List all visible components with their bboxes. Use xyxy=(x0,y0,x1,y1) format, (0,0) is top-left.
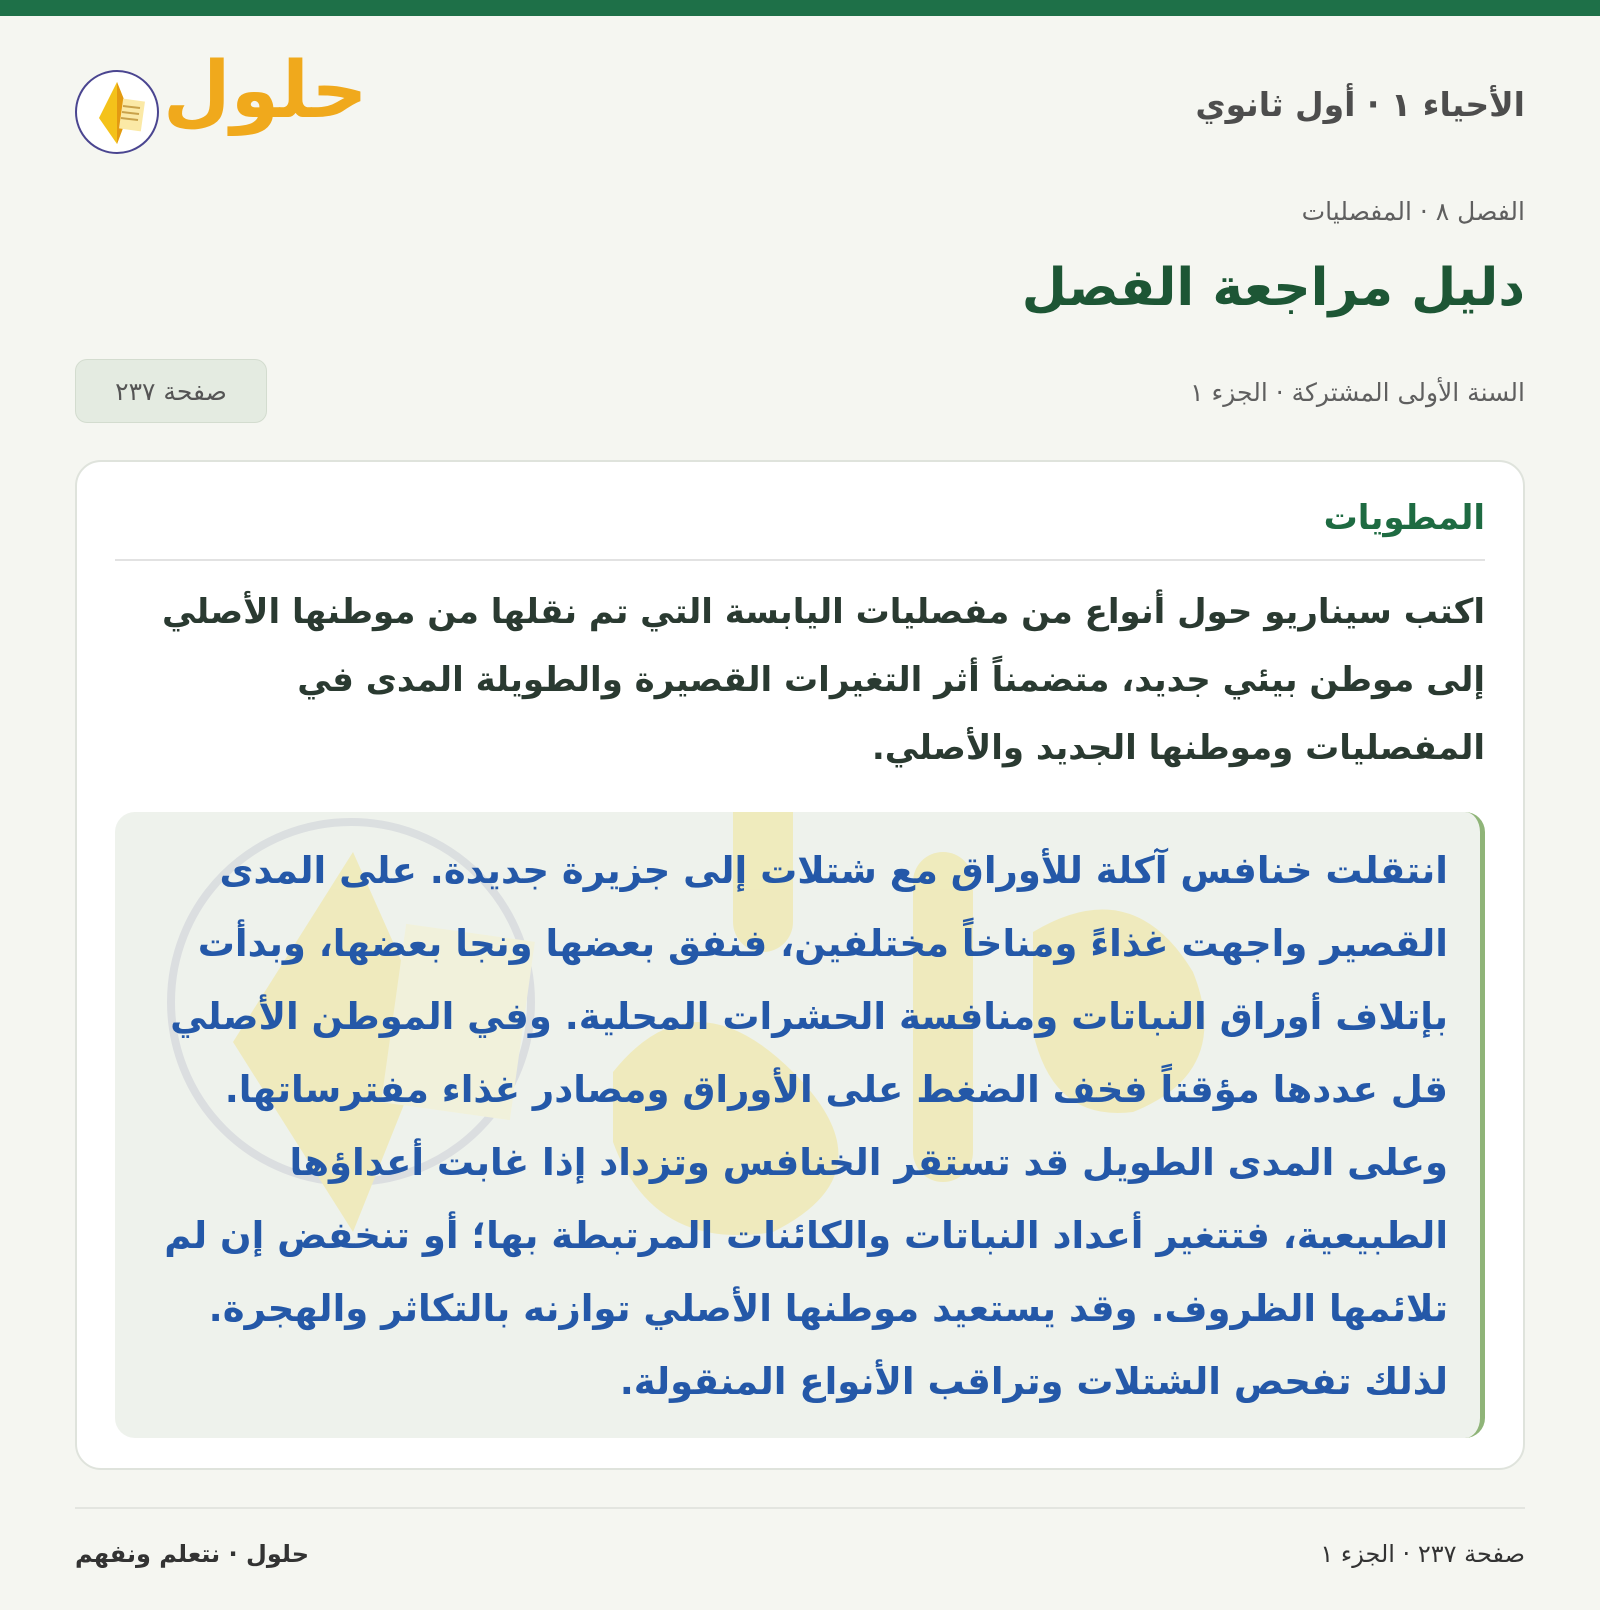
footer-tagline: حلول · نتعلم ونفهم xyxy=(75,1540,309,1568)
footer-divider xyxy=(75,1507,1525,1509)
answer-box xyxy=(115,812,1485,1438)
book-info: السنة الأولى المشتركة · الجزء ١ xyxy=(1190,378,1525,407)
header xyxy=(75,46,1525,160)
section-title: المطويات xyxy=(1323,498,1485,538)
section-divider xyxy=(115,559,1485,561)
logo-book-icon xyxy=(75,70,159,154)
course-title: الأحياء ١ · أول ثانوي xyxy=(1195,85,1525,124)
breadcrumb: الفصل ٨ · المفصليات xyxy=(1301,197,1525,226)
page-title: دليل مراجعة الفصل xyxy=(1021,258,1525,318)
top-accent-bar xyxy=(0,0,1600,16)
review-card xyxy=(75,460,1525,1470)
site-logo[interactable] xyxy=(75,46,368,160)
page-number-badge: صفحة ٢٣٧ xyxy=(75,359,267,423)
answer-text: انتقلت خنافس آكلة للأوراق مع شتلات إلى جزيرة جديدة. على المدى القصير واجهت غذاءً ومناخاً مختلفين، فنفق بعضها ونجا بعضها، وبدأت بإتلاف أوراق النباتات ومنافسة الحشرات المحلية. وفي الموطن الأصلي قل عددها مؤقتاً فخف الضغط على الأوراق ومصادر غذاء مفترساتها. وعلى المدى الطويل قد تستقر الخنافس وتزداد إذا غابت أعداؤها الطبيعية، فتتغير أعداد النباتات والكائنات المرتبطة بها؛ أو تنخفض إن لم تلائمها الظروف. وقد يستعيد موطنها الأصلي توازنه بالتكاثر والهجرة. لذلك تفحص الشتلات وتراقب الأنواع المنقولة. xyxy=(164,849,1448,1403)
logo-text: حلول xyxy=(163,46,368,136)
question-text: اكتب سيناريو حول أنواع من مفصليات اليابسة التي تم نقلها من موطنها الأصلي إلى موطن بيئي جديد، متضمناً أثر التغيرات القصيرة والطويلة المدى في المفصليات وموطنها الجديد والأصلي. xyxy=(162,592,1485,768)
footer-page-info: صفحة ٢٣٧ · الجزء ١ xyxy=(1320,1540,1525,1568)
